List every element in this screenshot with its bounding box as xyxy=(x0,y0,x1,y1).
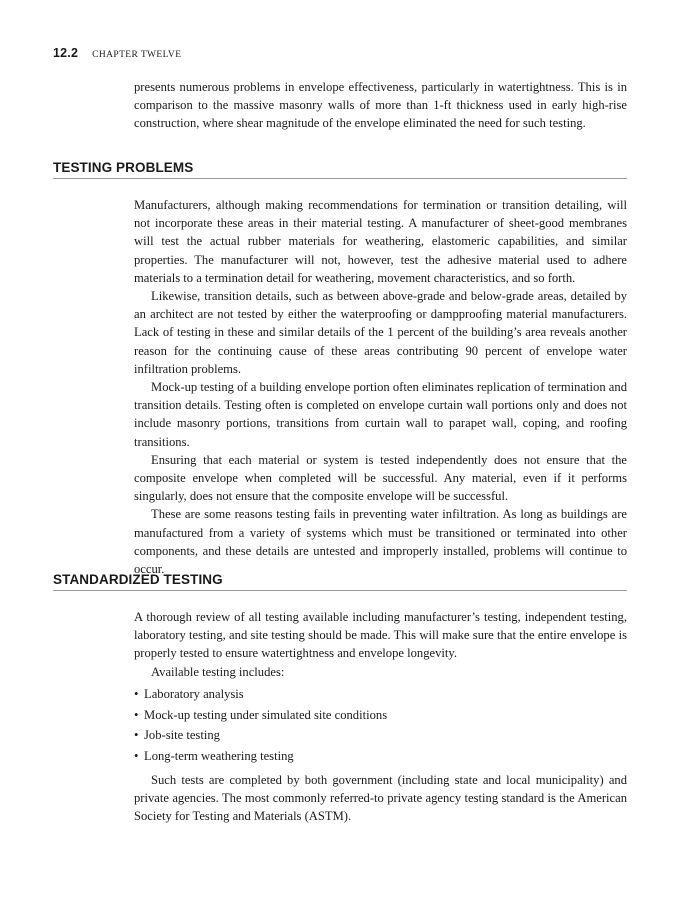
list-item: • Laboratory analysis xyxy=(134,684,627,705)
running-header xyxy=(53,46,181,60)
testing-problems-body xyxy=(134,196,627,578)
body-paragraph: Manufacturers, although making recommendations for termination or transition detailing, will not incorporate these areas in their material testing. A manufacturer of sheet-good membranes will test the actual rubber materials for weathering, elastomeric capabilities, and similar properties. The manufacturer will not, however, test the adhesive material used to adhere materials to a termination detail for weathering, movement characteristics, and so forth. xyxy=(134,198,627,285)
closing-block xyxy=(134,771,627,826)
chapter-title: CHAPTER TWELVE xyxy=(92,50,182,60)
intro-block xyxy=(134,78,627,133)
page-number: 12.2 xyxy=(53,46,79,60)
standardized-testing-body xyxy=(134,608,627,681)
body-paragraph: Likewise, transition details, such as between above-grade and below-grade areas, detailed by an architect are not tested by either the waterproofing or dampproofing material manufacturers. Lack of testing in these and similar details of the 1 percent of the building’s area reveals another reason for the continuing cause of these areas contributing 90 percent of envelope water infiltration problems. xyxy=(134,289,627,376)
testing-types-list xyxy=(134,684,627,766)
body-paragraph: Mock-up testing of a building envelope portion often eliminates replication of termination and transition details. Testing often is completed on envelope curtain wall portions only and does not include masonry portions, transitions from curtain wall to parapet wall, coping, and roofing transitions. xyxy=(134,380,627,449)
list-item: • Long-term weathering testing xyxy=(134,746,627,767)
body-paragraph: Available testing includes: xyxy=(151,664,285,679)
body-paragraph: These are some reasons testing fails in preventing water infiltration. As long as buildings are manufactured from a variety of systems which must be transitioned or terminated into other components, and these details are untested and improperly installed, problems will continue to occur. xyxy=(134,507,627,577)
list-item: • Job-site testing xyxy=(134,725,627,746)
section-heading-standardized-testing: STANDARDIZED TESTING xyxy=(53,572,627,591)
body-paragraph: Such tests are completed by both government (including state and local municipality) and private agencies. The most commonly referred-to private agency testing standard is the American Society for Testing and Materials (ASTM). xyxy=(134,773,627,824)
intro-paragraph: presents numerous problems in envelope effectiveness, particularly in watertightness. This is in comparison to the massive masonry walls of more than 1-ft thickness used in early high-rise construction, where shear magnitude of the envelope eliminated the need for such testing. xyxy=(134,80,627,131)
body-paragraph: A thorough review of all testing available including manufacturer’s testing, independent testing, laboratory testing, and site testing should be made. This will make sure that the entire envelope is properly tested to ensure watertightness and envelope longevity. xyxy=(134,610,627,661)
list-item: • Mock-up testing under simulated site conditions xyxy=(134,705,627,726)
body-paragraph: Ensuring that each material or system is tested independently does not ensure that the composite envelope when completed will be successful. Any material, even if it performs singularly, does not ensure that the composite envelope will be successful. xyxy=(134,452,627,504)
section-heading-testing-problems: TESTING PROBLEMS xyxy=(53,160,627,179)
